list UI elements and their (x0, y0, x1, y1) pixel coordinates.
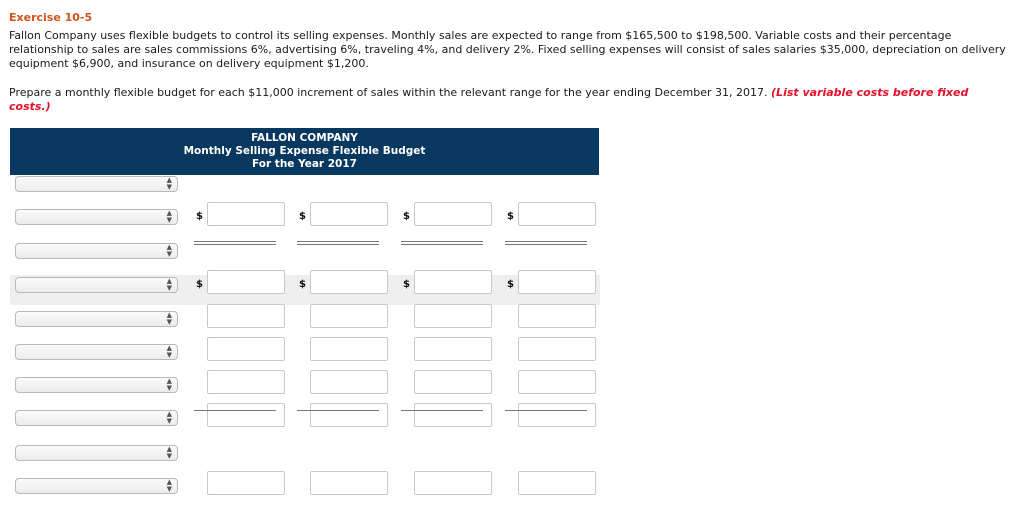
amount-input[interactable] (414, 304, 492, 328)
single-underline (297, 410, 379, 411)
up-down-arrows-icon: ▲ ▼ (166, 176, 172, 191)
budget-row (10, 476, 600, 506)
instruction-paragraph (9, 86, 1009, 114)
amount-input[interactable] (518, 304, 596, 328)
budget-header (10, 128, 599, 175)
amount-input[interactable] (310, 471, 388, 495)
currency-symbol: $ (299, 279, 306, 290)
amount-input[interactable] (518, 471, 596, 495)
currency-symbol: $ (403, 279, 410, 290)
double-underline (194, 241, 276, 245)
instruction-text: Prepare a monthly flexible budget for each $11,000 increment of sales within the relevant range for the year ending December 31, 2017. (9, 86, 768, 99)
amount-input[interactable] (414, 202, 492, 226)
up-down-arrows-icon: ▲ ▼ (166, 344, 172, 359)
account-select[interactable] (15, 209, 178, 225)
currency-symbol: $ (299, 211, 306, 222)
single-underline (401, 410, 483, 411)
instruction-note: (List variable costs before fixed costs.) (9, 86, 969, 113)
amount-input[interactable] (414, 337, 492, 361)
up-down-arrows-icon: ▲ ▼ (166, 243, 172, 258)
account-select[interactable] (15, 243, 178, 259)
up-down-arrows-icon: ▲ ▼ (166, 478, 172, 493)
currency-symbol: $ (507, 211, 514, 222)
amount-input[interactable] (310, 370, 388, 394)
amount-input[interactable] (310, 202, 388, 226)
amount-input[interactable] (414, 403, 492, 427)
budget-row (10, 408, 600, 438)
account-select[interactable] (15, 445, 178, 461)
exercise-title: Exercise 10-5 (9, 11, 93, 24)
currency-symbol: $ (403, 211, 410, 222)
budget-row (10, 241, 600, 271)
budget-row (10, 342, 600, 372)
account-select[interactable] (15, 176, 178, 192)
amount-input[interactable] (207, 370, 285, 394)
amount-input[interactable] (310, 403, 388, 427)
amount-input[interactable] (207, 471, 285, 495)
up-down-arrows-icon: ▲ ▼ (166, 277, 172, 292)
account-select[interactable] (15, 344, 178, 360)
budget-row (10, 375, 600, 405)
amount-input[interactable] (518, 270, 596, 294)
amount-input[interactable] (414, 471, 492, 495)
amount-input[interactable] (207, 337, 285, 361)
problem-text: Fallon Company uses flexible budgets to control its selling expenses. Monthly sales are expected to range from $165,500 to $198,500. Variable costs and their percentage relationship to sales are sales commissions 6%, advertising 6%, traveling 4%, and delivery 2%. Fixed selling expenses will consist of sales salaries $35,000, depreciation on delivery equipment $6,900, and insurance on delivery equipment $1,200. (9, 29, 1006, 70)
account-select[interactable] (15, 410, 178, 426)
budget-row (10, 174, 600, 204)
double-underline (505, 241, 587, 245)
currency-symbol: $ (196, 279, 203, 290)
budget-row (10, 207, 600, 237)
budget-title: Monthly Selling Expense Flexible Budget (183, 145, 426, 157)
currency-symbol: $ (196, 211, 203, 222)
up-down-arrows-icon: ▲ ▼ (166, 311, 172, 326)
single-underline (194, 410, 276, 411)
single-underline (505, 410, 587, 411)
amount-input[interactable] (207, 403, 285, 427)
amount-input[interactable] (207, 202, 285, 226)
amount-input[interactable] (310, 304, 388, 328)
account-select[interactable] (15, 311, 178, 327)
budget-row (10, 309, 600, 339)
account-select[interactable] (15, 377, 178, 393)
up-down-arrows-icon: ▲ ▼ (166, 209, 172, 224)
amount-input[interactable] (207, 304, 285, 328)
double-underline (297, 241, 379, 245)
double-underline (401, 241, 483, 245)
up-down-arrows-icon: ▲ ▼ (166, 410, 172, 425)
amount-input[interactable] (414, 270, 492, 294)
account-select[interactable] (15, 478, 178, 494)
budget-row (10, 443, 600, 473)
amount-input[interactable] (518, 202, 596, 226)
amount-input[interactable] (207, 270, 285, 294)
budget-row (10, 275, 600, 305)
company-name: FALLON COMPANY (251, 132, 358, 144)
amount-input[interactable] (310, 337, 388, 361)
amount-input[interactable] (518, 337, 596, 361)
up-down-arrows-icon: ▲ ▼ (166, 445, 172, 460)
amount-input[interactable] (310, 270, 388, 294)
account-select[interactable] (15, 277, 178, 293)
amount-input[interactable] (518, 370, 596, 394)
amount-input[interactable] (518, 403, 596, 427)
up-down-arrows-icon: ▲ ▼ (166, 377, 172, 392)
budget-period: For the Year 2017 (252, 158, 357, 170)
currency-symbol: $ (507, 279, 514, 290)
amount-input[interactable] (414, 370, 492, 394)
